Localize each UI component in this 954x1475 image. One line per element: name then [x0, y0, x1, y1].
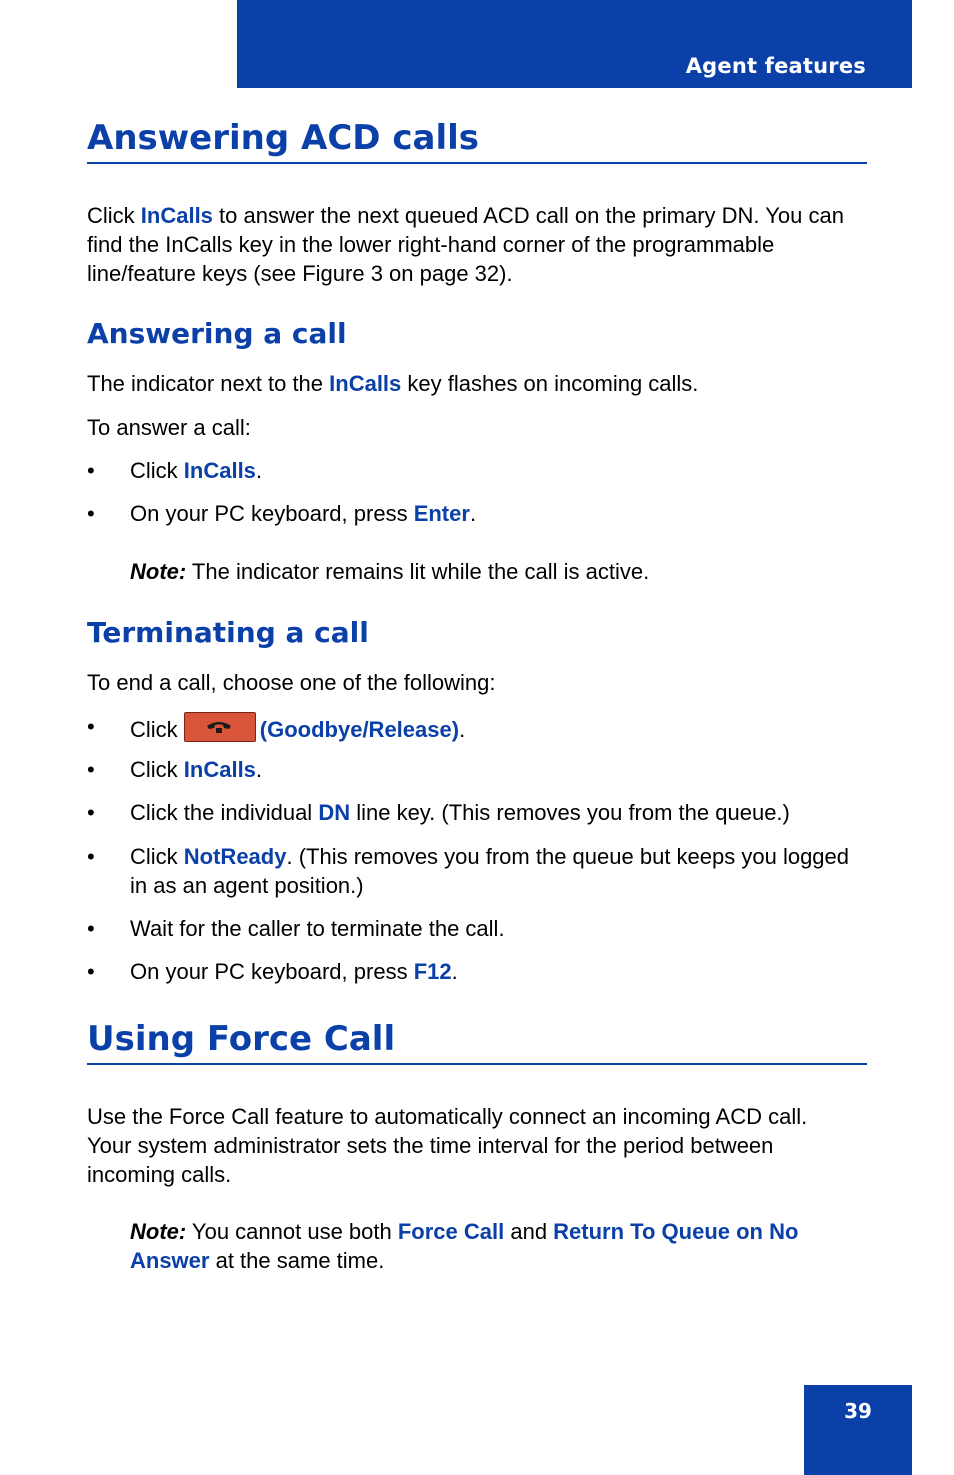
page-number-box [804, 1385, 912, 1475]
note-label: Note: [130, 1219, 187, 1244]
text: Click [130, 844, 184, 869]
force-call-intro: Use the Force Call feature to automatically connect an incoming ACD call. Your system administrator sets the time interval for the period between incoming calls. [87, 1104, 808, 1187]
text: . [255, 458, 263, 483]
header-title: Agent features [685, 54, 866, 78]
phone-hangup-icon [184, 712, 256, 742]
text: Click [130, 757, 184, 782]
note-text: The indicator remains lit while the call is active. [186, 559, 650, 584]
text: The indicator next to the [87, 371, 330, 396]
keyword-incalls: InCalls [140, 203, 213, 228]
keyword: InCalls [183, 757, 256, 782]
subsection-title-terminating: Terminating a call [87, 616, 369, 649]
keyword: F12 [413, 959, 452, 984]
text: Wait for the caller to terminate the call. [130, 916, 505, 941]
keyword-force-call: Force Call [397, 1219, 505, 1244]
text: On your PC keyboard, press [130, 501, 414, 526]
list-item-text [130, 957, 867, 986]
section-title-answering-acd: Answering ACD calls [87, 118, 867, 164]
section-title-force-call: Using Force Call [87, 1019, 867, 1065]
terminating-intro: To end a call, choose one of the following: [87, 670, 496, 695]
list-item-text [130, 842, 867, 900]
header-band [237, 0, 912, 88]
note-label: Note: [130, 559, 187, 584]
list-item-text [130, 712, 867, 744]
text: key flashes on incoming calls. [401, 371, 699, 396]
text: to answer the next queued ACD call on the primary DN. You can find the InCalls key in the lower right-hand corner of the programmable line/feature keys (see Figure 3 on page 32). [87, 203, 844, 286]
keyword-incalls: InCalls [329, 371, 402, 396]
keyword-goodbye-release: (Goodbye/Release) [259, 717, 460, 742]
list-item-text [130, 456, 867, 485]
section-intro-answering-acd [87, 201, 867, 288]
note-text: at the same time. [209, 1248, 385, 1273]
bullet-marker: • [87, 458, 95, 483]
text: line key. (This removes you from the queue.) [350, 800, 790, 825]
text: . [469, 501, 477, 526]
text: . [451, 959, 458, 984]
bullet-marker: • [87, 714, 95, 739]
note-text: You cannot use both [186, 1219, 398, 1244]
bullet-marker: • [87, 959, 95, 984]
keyword: NotReady [183, 844, 287, 869]
bullet-marker: • [87, 757, 95, 782]
page-number: 39 [844, 1399, 872, 1423]
answering-para-1 [87, 369, 867, 398]
text: On your PC keyboard, press [130, 959, 414, 984]
list-item-text [130, 914, 867, 943]
bullet-marker: • [87, 844, 95, 869]
answering-para-2: To answer a call: [87, 415, 251, 440]
subsection-title-answering: Answering a call [87, 317, 347, 350]
text: Click the individual [130, 800, 319, 825]
text: Click [130, 717, 184, 742]
text: . [459, 717, 466, 742]
list-item-text [130, 798, 867, 827]
text: . [255, 757, 263, 782]
keyword: InCalls [183, 458, 256, 483]
bullet-marker: • [87, 800, 95, 825]
text: Click [87, 203, 141, 228]
list-item-text [130, 755, 867, 784]
bullet-marker: • [87, 916, 95, 941]
note-answering [130, 557, 867, 586]
bullet-marker: • [87, 501, 95, 526]
keyword: DN [318, 800, 351, 825]
text: Click [130, 458, 184, 483]
keyword-return-to-queue: Return To Queue on No Answer [130, 1219, 799, 1273]
list-item-text [130, 499, 867, 528]
note-text: and [504, 1219, 554, 1244]
keyword: Enter [413, 501, 470, 526]
text: . (This removes you from the queue but keeps you logged in as an agent position.) [130, 844, 850, 898]
note-force-call [130, 1217, 867, 1275]
